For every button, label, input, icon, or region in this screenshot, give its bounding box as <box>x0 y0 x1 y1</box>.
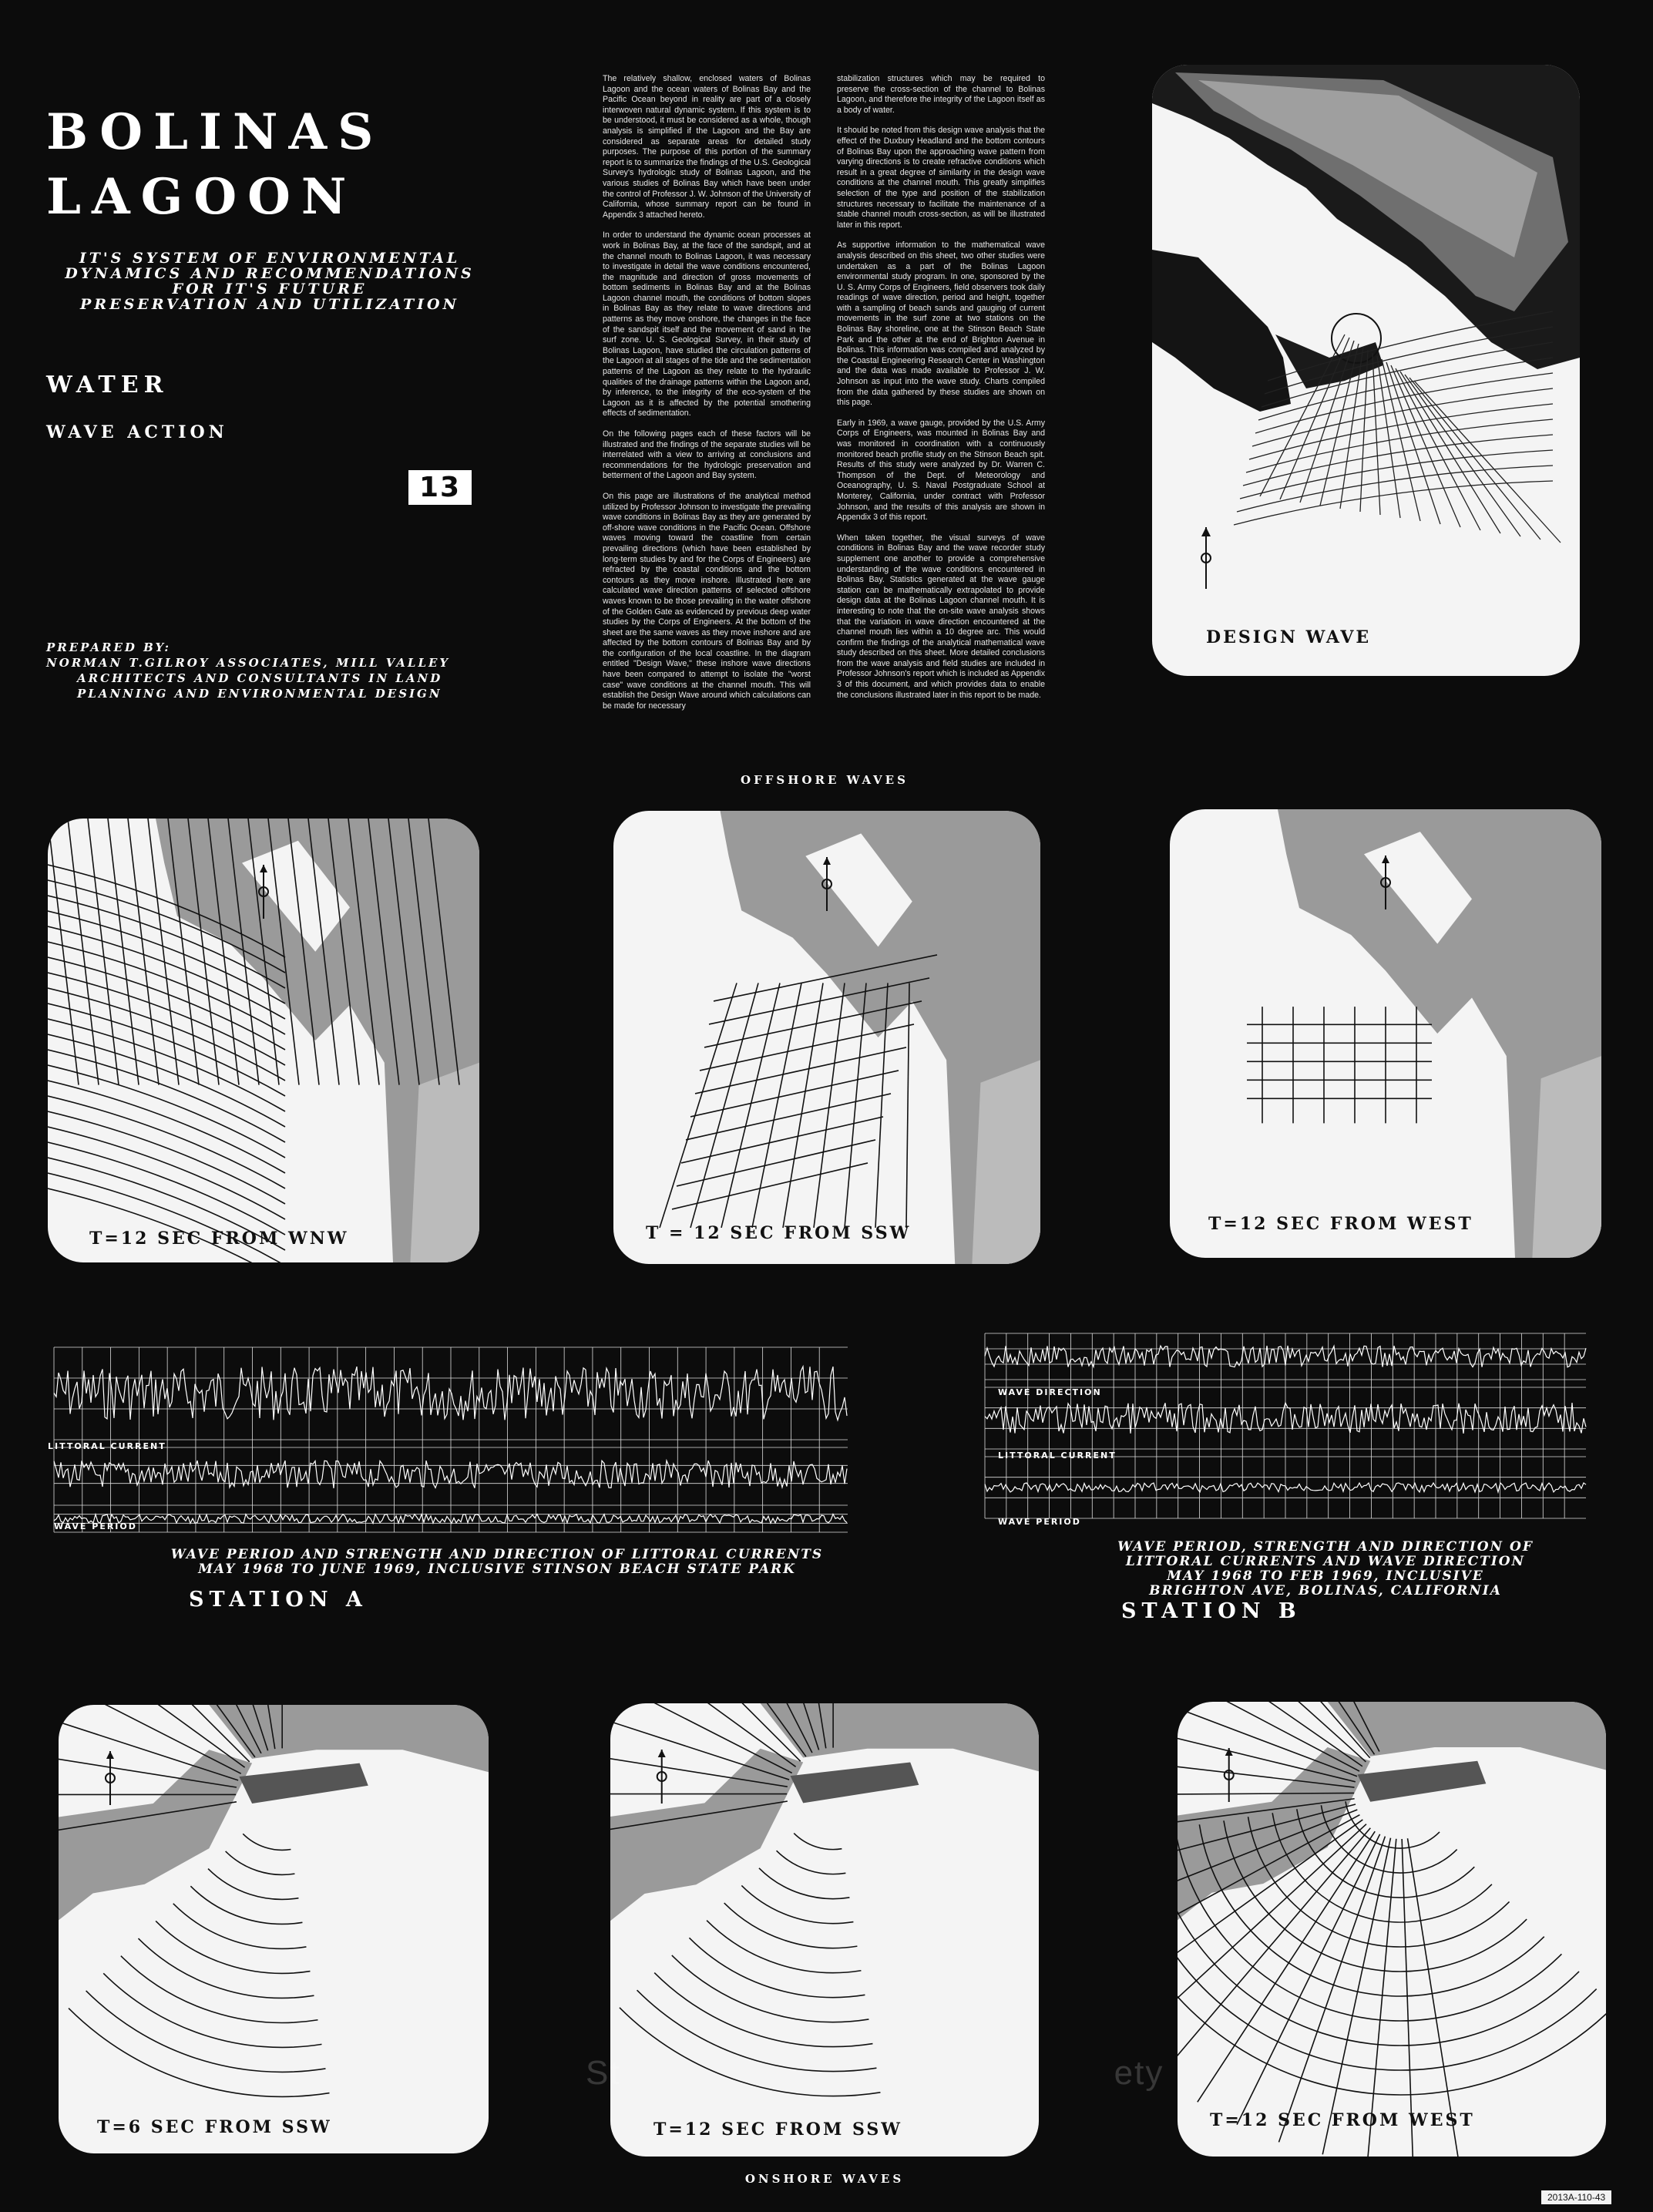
paragraph: Early in 1969, a wave gauge, provided by the U.S. Army Corps of Engineers, was mounted in Bolinas Bay and was monitored in coordination with a continuously monitored beach profile study on the Stinson Beach spit. Results of this study were analyzed by Dr. Warren C. Thompson of the Dept. of Meteorology and Oceanography, U. S. Naval Postgraduate School at Monterey, California, under contract with Professor Johnson, and the results of this analysis are shown in Appendix 3 of this report. <box>837 418 1045 523</box>
text-column-2 <box>837 74 1045 711</box>
paragraph: It should be noted from this design wave analysis that the effect of the Duxbury Headland and the bottom contours of Bolinas Bay upon the approaching wave pattern from varying directions is to create refractive conditions which result in a great degree of similarity in the design wave conditions at the channel mouth. This greatly simplifies selection of the type and position of the stabilization structures necessary to facilitate the maintenance of a stable channel mouth cross-section, as will be illustrated later in this report. <box>837 126 1045 230</box>
station-a-caption <box>170 1548 825 1577</box>
station-b-chart <box>969 1326 1601 1541</box>
section-heading: WATER <box>46 371 169 398</box>
offshore-panel-wnw <box>48 819 479 1262</box>
offshore-map-ssw <box>613 811 1040 1264</box>
offshore-panel-west <box>1170 809 1601 1258</box>
subtitle-line: PRESERVATION AND UTILIZATION <box>80 296 459 313</box>
offshore-heading: OFFSHORE WAVES <box>741 773 909 787</box>
onshore-panel-6s-ssw <box>59 1705 489 2153</box>
prepared-line: PLANNING AND ENVIRONMENTAL DESIGN <box>77 687 442 701</box>
subtitle-line: DYNAMICS AND RECOMMENDATIONS <box>65 265 475 282</box>
station-b-title: STATION B <box>1121 1599 1302 1623</box>
sheet-number: 13 <box>408 470 472 505</box>
design-wave-map <box>1152 65 1580 676</box>
offshore-map-west <box>1170 809 1601 1258</box>
station-a-current-label: LITTORAL CURRENT <box>48 1441 166 1451</box>
paragraph: The relatively shallow, enclosed waters of Bolinas Lagoon and the ocean waters of Bolinas Bay and the Pacific Ocean beyond in reality are part of a closely interwoven natural dynamic system. If this system is to be understood, it must be considered as a whole, though analysis is simplified if the Lagoon and the Bay are considered as separate areas for detailed study purposes. The purpose of this portion of the summary report is to summarize the findings of the U.S. Geological Survey's hydrologic study of Bolinas Lagoon, and the various studies of Bolinas Bay which have been under the control of Professor J. W. Johnson of the University of California, whose summary report can be found in Appendix 3 attached hereto. <box>603 74 811 220</box>
subtitle-line: FOR IT'S FUTURE <box>172 281 368 298</box>
north-arrow-icon <box>1201 527 1211 589</box>
panel-caption: T = 12 SEC FROM SSW <box>646 1223 912 1243</box>
station-a-title: STATION A <box>189 1588 368 1612</box>
panel-caption: T=6 SEC FROM SSW <box>97 2117 332 2137</box>
onshore-panel-12s-west <box>1178 1702 1606 2157</box>
caption-line: BRIGHTON AVE, BOLINAS, CALIFORNIA <box>1149 1583 1502 1598</box>
panel-caption: T=12 SEC FROM WEST <box>1210 2110 1475 2130</box>
caption-line: MAY 1968 TO JUNE 1969, INCLUSIVE STINSON BEACH STATE PARK <box>198 1562 796 1577</box>
station-b-current-label: LITTORAL CURRENT <box>998 1451 1117 1461</box>
paragraph: As supportive information to the mathematical wave analysis described on this sheet, two other studies were undertaken as a part of the Bolinas Lagoon environmental study program. In one, sponsored by the U. S. Army Corps of Engineers, field observers took daily readings of wave direction, period and height, together with a sampling of beach sands and gauging of current movements in the surf zone at two stations on the Bolinas Bay shoreline, one at the Stinson Beach State Park and the other at the end of Brighton Avenue in Bolinas. This information was compiled and analyzed by the Coastal Engineering Research Center in Washington and the data was made available to Professor J. W. Johnson as input into the wave study. Charts compiled from the data gathered by these studies are shown on this page. <box>837 240 1045 408</box>
paragraph: On the following pages each of these factors will be illustrated and the findings of the separate studies will be interrelated with a view to arriving at conclusions and recommendations for the hydrologic preservation and betterment of the Lagoon and Bay system. <box>603 429 811 481</box>
station-b-caption <box>1110 1540 1541 1598</box>
caption-line: LITTORAL CURRENTS AND WAVE DIRECTION <box>1125 1554 1526 1569</box>
subtitle-line: IT'S SYSTEM OF ENVIRONMENTAL <box>79 250 461 267</box>
onshore-map-12s-west <box>1178 1702 1606 2157</box>
north-arrow-icon <box>657 1750 667 1804</box>
station-a-period-label: WAVE PERIOD <box>54 1521 137 1531</box>
station-b-period-label: WAVE PERIOD <box>998 1517 1081 1527</box>
title-line-2: LAGOON <box>46 168 358 226</box>
onshore-heading: ONSHORE WAVES <box>744 2172 905 2186</box>
prepared-by <box>46 640 450 701</box>
prepared-line: ARCHITECTS AND CONSULTANTS IN LAND <box>77 671 443 685</box>
panel-caption: T=12 SEC FROM WNW <box>89 1229 349 1249</box>
title-line-1: BOLINAS <box>46 103 385 161</box>
prepared-label: PREPARED BY: <box>46 640 171 654</box>
offshore-map-wnw <box>48 819 479 1262</box>
text-column-1 <box>603 74 811 721</box>
panel-caption: T=12 SEC FROM WEST <box>1208 1214 1473 1234</box>
north-arrow-icon <box>106 1751 115 1805</box>
caption-line: MAY 1968 TO FEB 1969, INCLUSIVE <box>1167 1568 1484 1584</box>
prepared-line: NORMAN T.GILROY ASSOCIATES, MILL VALLEY <box>46 656 451 670</box>
design-wave-caption: DESIGN WAVE <box>1206 627 1372 647</box>
paragraph: On this page are illustrations of the analytical method utilized by Professor Johnson to investigate the prevailing wave conditions in Bolinas Bay as they are generated by off-shore wave conditions in the Pacific Ocean. Offshore waves moving toward the coastline from certain prevailing directions (which have been established by long-term studies by and for the Corps of Engineers) are refracted by the coastal conditions and the bottom contours as they move inshore. Illustrated here are calculated wave direction patterns of selected offshore waves known to be those prevailing in the water offshore of the Golden Gate as evidenced by previous deep water studies by the Corps of Engineers. At the bottom of the sheet are the same waves as they move inshore and are affected by the bottom contours of Bolinas Bay and by the configuration of the local coastline. In the diagram entitled "Design Wave," these inshore wave directions have been compared to attempt to isolate the "worst case" wave conditions at the channel mouth. This will establish the Design Wave around which calculations can be made for necessary <box>603 491 811 711</box>
station-b-direction-label: WAVE DIRECTION <box>998 1387 1102 1397</box>
subtitle <box>46 250 493 312</box>
page-title <box>46 100 384 230</box>
paragraph: stabilization structures which may be required to preserve the cross-section of the channel to Bolinas Lagoon, and therefore the integrity of the Lagoon itself as a body of water. <box>837 74 1045 115</box>
subsection-heading: WAVE ACTION <box>46 422 228 442</box>
caption-line: WAVE PERIOD AND STRENGTH AND DIRECTION OF LITTORAL CURRENTS <box>170 1547 824 1562</box>
reference-number: 2013A-110-43 <box>1541 2190 1611 2204</box>
onshore-map-6s-ssw <box>59 1705 489 2153</box>
offshore-panel-ssw <box>613 811 1040 1264</box>
paragraph: When taken together, the visual surveys of wave conditions in Bolinas Bay and the wave recorder study supplement one another to provide a comprehensive understanding of the wave conditions encountered in Bolinas Bay. Statistics generated at the wave gauge station can be mathematically extrapolated to provide design data at the Bolinas Lagoon channel mouth. It is interesting to note that the on-site wave analysis shows that the variation in wave direction encountered at the channel mouth lies within a 10 degree arc. This would confirm the findings of the analytical mathematical wave study described on this sheet. More detailed conclusions from the wave analysis and field studies are included in Professor Johnson's report which is included as Appendix 3 of this document, and which provides data to enable the conclusions illustrated later in this report to be made. <box>837 533 1045 700</box>
paragraph: In order to understand the dynamic ocean processes at work in Bolinas Bay, at the face of the sandspit, and at the channel mouth to Bolinas Lagoon, it was necessary to investigate in detail the wave conditions encountered, the magnitude and direction of gross movements of bottom sediments in Bolinas Bay and at the Bolinas Lagoon channel mouth, the conditions of bottom slopes in Bolinas Bay as they relate to wave directions and patterns as they move onshore, the changes in the face of the sandspit itself and the movement of sand in the surf zone. U. S. Geological Survey, in their study of Bolinas Lagoon, have studied the circulation patterns of the Lagoon at all stages of the tide and the sedimentation patterns of the Lagoon as they relate to the hydraulic qualities of the drainage patterns within the Lagoon and, by inference, to the integrity of the eco-system of the Lagoon as it is affected by the potential smothering effects of sedimentation. <box>603 230 811 419</box>
panel-caption: T=12 SEC FROM SSW <box>653 2120 902 2140</box>
caption-line: WAVE PERIOD, STRENGTH AND DIRECTION OF <box>1117 1539 1534 1555</box>
design-wave-panel <box>1152 65 1580 676</box>
watermark: St ety <box>586 2054 1164 2092</box>
